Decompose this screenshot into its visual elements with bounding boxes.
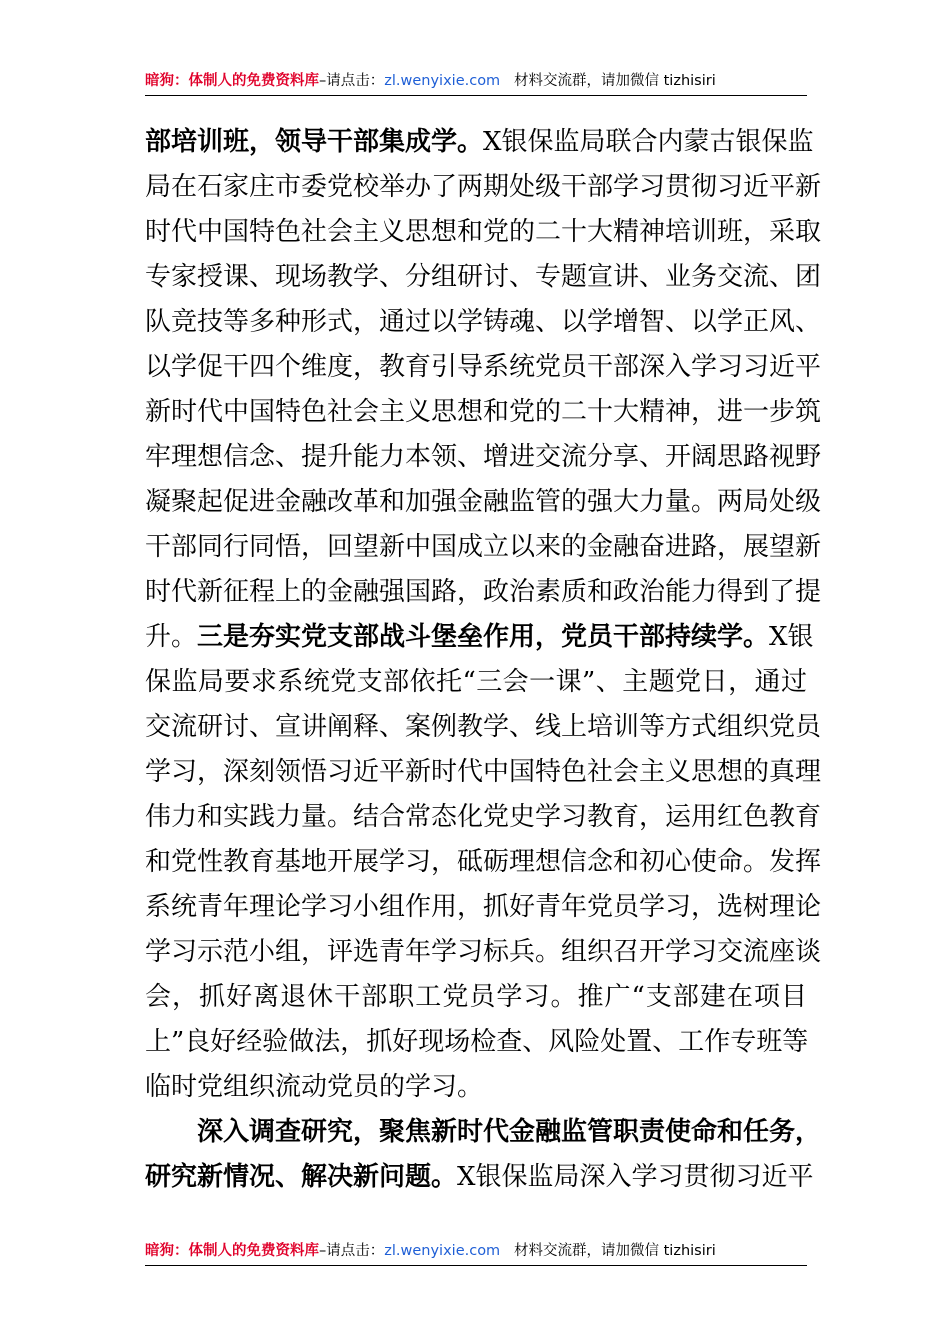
header-contact: 材料交流群，请加微信 tizhisiri: [514, 73, 716, 89]
text-line: 会，抓好离退休干部职工党员学习。推广“支部建在项目: [145, 982, 807, 1012]
text-line: 临时党组织流动党员的学习。: [145, 1072, 484, 1102]
bold-heading: 深入调查研究，聚焦新时代金融监管职责使命和任务，: [197, 1117, 822, 1147]
header-prompt: –请点击：: [319, 73, 385, 89]
bold-heading: 三是夯实党支部战斗堡垒作用，党员干部持续学。: [197, 622, 770, 652]
text-line: 学习，深刻领悟习近平新时代中国特色社会主义思想的真理: [145, 757, 822, 787]
bold-heading: 部培训班，领导干部集成学。: [145, 127, 484, 157]
text-line: 系统青年理论学习小组作用，抓好青年党员学习，选树理论: [145, 892, 822, 922]
text-line: 时代中国特色社会主义思想和党的二十大精神培训班，采取: [145, 217, 822, 247]
footer-link[interactable]: zl.wenyixie.com: [384, 1243, 501, 1259]
text-line: 上”良好经验做法，抓好现场检查、风险处置、工作专班等: [145, 1027, 809, 1057]
header-banner: [145, 69, 807, 96]
text-line: [145, 1110, 822, 1155]
text-line: [145, 120, 814, 165]
text-line: 凝聚起促进金融改革和加强金融监管的强大力量。两局处级: [145, 487, 822, 517]
text-span: X银: [769, 622, 814, 652]
footer-brand: 暗狗：体制人的免费资料库: [145, 1243, 319, 1259]
footer-prompt: –请点击：: [319, 1243, 385, 1259]
text-line: [145, 615, 814, 660]
bold-heading: 研究新情况、解决新问题。: [145, 1162, 458, 1192]
header-link[interactable]: zl.wenyixie.com: [384, 73, 501, 89]
text-line: 干部同行同悟，回望新中国成立以来的金融奋进路，展望新: [145, 532, 822, 562]
text-line: 学习示范小组，评选青年学习标兵。组织召开学习交流座谈: [145, 937, 822, 967]
text-line: 专家授课、现场教学、分组研讨、专题宣讲、业务交流、团: [145, 262, 822, 292]
text-line: 保监局要求系统党支部依托“三会一课”、主题党日，通过: [145, 667, 807, 697]
text-line: 交流研讨、宣讲阐释、案例教学、线上培训等方式组织党员: [145, 712, 822, 742]
text-line: 牢理想信念、提升能力本领、增进交流分享、开阔思路视野: [145, 442, 822, 472]
footer-contact: 材料交流群，请加微信 tizhisiri: [514, 1243, 716, 1259]
header-brand: 暗狗：体制人的免费资料库: [145, 73, 319, 89]
text-span: X银保监局深入学习贯彻习近平: [457, 1162, 814, 1192]
document-body: [145, 120, 822, 1200]
text-line: 和党性教育基地开展学习，砥砺理想信念和初心使命。发挥: [145, 847, 822, 877]
text-line: 以学促干四个维度，教育引导系统党员干部深入学习习近平: [145, 352, 822, 382]
text-line: 新时代中国特色社会主义思想和党的二十大精神，进一步筑: [145, 397, 822, 427]
text-span: 升。: [145, 622, 198, 652]
text-line: 伟力和实践力量。结合常态化党史学习教育，运用红色教育: [145, 802, 822, 832]
text-line: [145, 1155, 814, 1200]
text-line: 局在石家庄市委党校举办了两期处级干部学习贯彻习近平新: [145, 172, 822, 202]
text-span: X银保监局联合内蒙古银保监: [483, 127, 814, 157]
footer-banner: [145, 1239, 807, 1266]
text-line: 队竞技等多种形式，通过以学铸魂、以学增智、以学正风、: [145, 307, 822, 337]
text-line: 时代新征程上的金融强国路，政治素质和政治能力得到了提: [145, 577, 822, 607]
